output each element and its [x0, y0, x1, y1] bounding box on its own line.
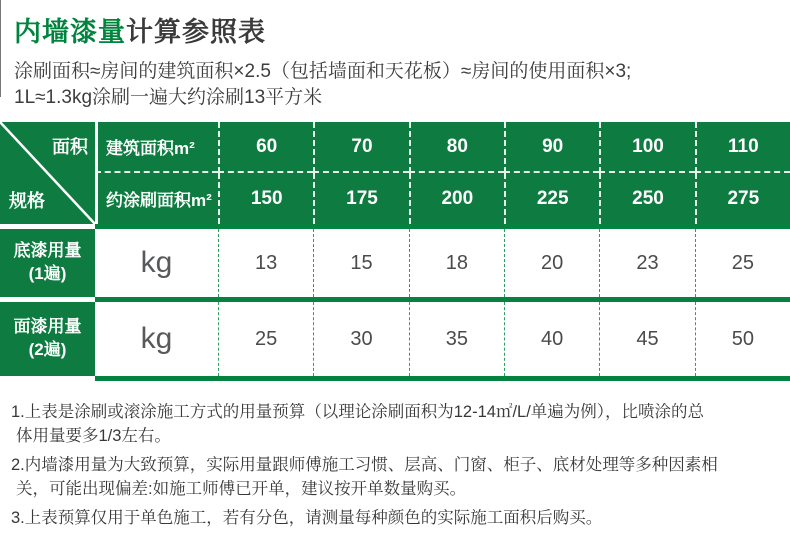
header-value-cell: 80: [409, 122, 504, 173]
header-value-cell: 200: [409, 173, 504, 224]
intro-line-coverage-formula: 涂刷面积≈房间的建筑面积×2.5（包括墙面和天花板）≈房间的使用面积×3;: [14, 61, 632, 82]
topcoat-row-label-line1: 面漆用量: [13, 317, 82, 337]
footnotes: [11, 400, 783, 535]
header-building-area-label: 建筑面积m²: [95, 122, 218, 173]
primer-row-label: [0, 229, 95, 297]
primer-row-label-line1: 底漆用量: [13, 241, 82, 261]
topcoat-value-cell: 50: [695, 302, 790, 376]
table-bottom-border: [0, 376, 790, 381]
corner-cell: [0, 122, 95, 224]
corner-area-label: 面积: [52, 137, 88, 157]
topcoat-unit-cell: kg: [95, 302, 218, 376]
header-value-cell: 90: [504, 122, 599, 173]
footnote-3: [11, 506, 783, 530]
page-title-rest: 计算参照表: [126, 17, 266, 47]
intro-line-liter-formula: 1L≈1.3kg涂刷一遍大约涂刷13平方米: [14, 87, 323, 108]
primer-value-cell: 15: [313, 229, 408, 297]
header-value-cell: 110: [695, 122, 790, 173]
topcoat-row-label-line2: (2遍): [28, 340, 67, 359]
footnote-1: [11, 400, 783, 448]
header-value-cell: 275: [695, 173, 790, 224]
primer-value-cell: 23: [599, 229, 694, 297]
topcoat-value-cell: 25: [218, 302, 313, 376]
primer-value-cell: 25: [695, 229, 790, 297]
topcoat-value-cell: 45: [599, 302, 694, 376]
primer-value-cell: 18: [409, 229, 504, 297]
header-painted-area-label: 约涂刷面积m²: [95, 173, 218, 224]
topcoat-row-label: [0, 302, 95, 376]
primer-value-cell: 13: [218, 229, 313, 297]
header-value-cell: 175: [313, 173, 408, 224]
footnote-line: 体用量要多1/3左右。: [16, 427, 171, 445]
footnote-line: 3.上表预算仅用于单色施工，若有分色，请测量每种颜色的实际施工面积后购买。: [11, 509, 603, 527]
primer-row-label-line2: (1遍): [28, 264, 67, 283]
page-title: [14, 10, 266, 49]
paint-quantity-table: [0, 122, 790, 381]
page-edge-line: [0, 0, 1, 97]
primer-value-cell: 20: [504, 229, 599, 297]
corner-spec-label: 规格: [9, 191, 45, 211]
header-value-cell: 70: [313, 122, 408, 173]
topcoat-value-cell: 40: [504, 302, 599, 376]
header-value-cell: 225: [504, 173, 599, 224]
header-value-cell: 150: [218, 173, 313, 224]
header-value-cell: 60: [218, 122, 313, 173]
intro-text: [14, 59, 631, 111]
footnote-line: 1.上表是涂刷或滚涂施工方式的用量预算（以理论涂刷面积为12-14㎡/L/单遍为例），比喷涂的总: [11, 403, 705, 421]
footnote-line: 2.内墙漆用量为大致预算，实际用量跟师傅施工习惯、层高、门窗、柜子、底材处理等多种因素相: [11, 456, 718, 474]
footnote-line: 关，可能出现偏差:如施工师傅已开单，建议按开单数量购买。: [16, 480, 467, 498]
page-title-highlight: 内墙漆量: [14, 17, 126, 47]
header-value-cell: 100: [599, 122, 694, 173]
topcoat-value-cell: 30: [313, 302, 408, 376]
header-value-cell: 250: [599, 173, 694, 224]
primer-unit-cell: kg: [95, 229, 218, 297]
topcoat-value-cell: 35: [409, 302, 504, 376]
footnote-2: [11, 453, 783, 501]
